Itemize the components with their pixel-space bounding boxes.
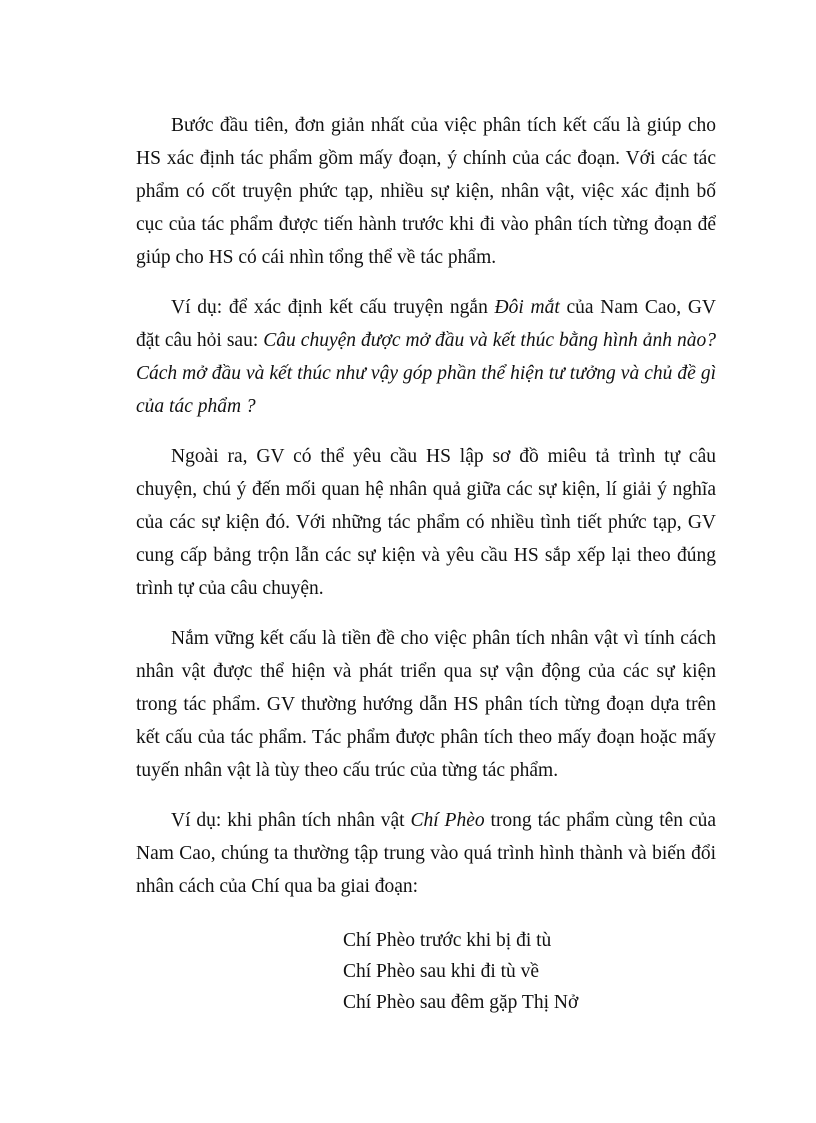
paragraph-example-doi-mat bbox=[136, 291, 716, 423]
stage-list bbox=[343, 925, 716, 1018]
document-body bbox=[136, 109, 716, 1018]
paragraph-text: Nắm vững kết cấu là tiền đề cho việc phân tích nhân vật vì tính cách nhân vật được thể hiện và phát triển qua sự vận động của các sự kiện trong tác phẩm. GV thường hướng dẫn HS phân tích từng đoạn dựa trên kết cấu của tác phẩm. Tác phẩm được phân tích theo mấy đoạn hoặc mấy tuyến nhân vật là tùy theo cấu trúc của từng tác phẩm. bbox=[136, 628, 716, 781]
paragraph-text: Bước đầu tiên, đơn giản nhất của việc phân tích kết cấu là giúp cho HS xác định tác phẩm gồm mấy đoạn, ý chính của các đoạn. Với các tác phẩm có cốt truyện phức tạp, nhiều sự kiện, nhân vật, việc xác định bố cục của tác phẩm được tiến hành trước khi đi vào phân tích từng đoạn để giúp cho HS có cái nhìn tổng thể về tác phẩm. bbox=[136, 115, 716, 268]
stage-item-2: Chí Phèo sau khi đi tù về bbox=[343, 961, 540, 982]
paragraph-text: trong tác phẩm cùng tên của Nam Cao, chúng ta thường tập trung vào quá trình hình thành và biến đổi nhân cách của Chí qua ba giai đoạn: bbox=[136, 810, 716, 897]
paragraph-text: Ví dụ: để xác định kết cấu truyện ngắn bbox=[171, 297, 495, 318]
paragraph-text: của Nam Cao, GV đặt câu hỏi sau: bbox=[136, 297, 717, 351]
paragraph-text: Ví dụ: khi phân tích nhân vật bbox=[171, 810, 411, 831]
paragraph-structure-analysis bbox=[136, 109, 716, 274]
paragraph-sequence-diagram bbox=[136, 440, 716, 605]
paragraph-character-analysis bbox=[136, 622, 716, 787]
stage-item-1: Chí Phèo trước khi bị đi tù bbox=[343, 930, 552, 951]
paragraph-example-chi-pheo bbox=[136, 804, 716, 903]
example-question: Câu chuyện được mở đầu và kết thúc bằng hình ảnh nào? Cách mở đầu và kết thúc như vậy góp phần thể hiện tư tưởng và chủ đề gì của tác phẩm ? bbox=[136, 330, 716, 417]
work-title-chi-pheo: Chí Phèo bbox=[410, 810, 485, 831]
paragraph-text: Ngoài ra, GV có thể yêu cầu HS lập sơ đồ miêu tả trình tự câu chuyện, chú ý đến mối quan hệ nhân quả giữa các sự kiện, lí giải ý nghĩa của các sự kiện đó. Với những tác phẩm có nhiều tình tiết phức tạp, GV cung cấp bảng trộn lẫn các sự kiện và yêu cầu HS sắp xếp lại theo đúng trình tự của câu chuyện. bbox=[136, 446, 716, 599]
stage-item-3: Chí Phèo sau đêm gặp Thị Nở bbox=[343, 992, 579, 1013]
work-title-doi-mat: Đôi mắt bbox=[494, 297, 560, 318]
